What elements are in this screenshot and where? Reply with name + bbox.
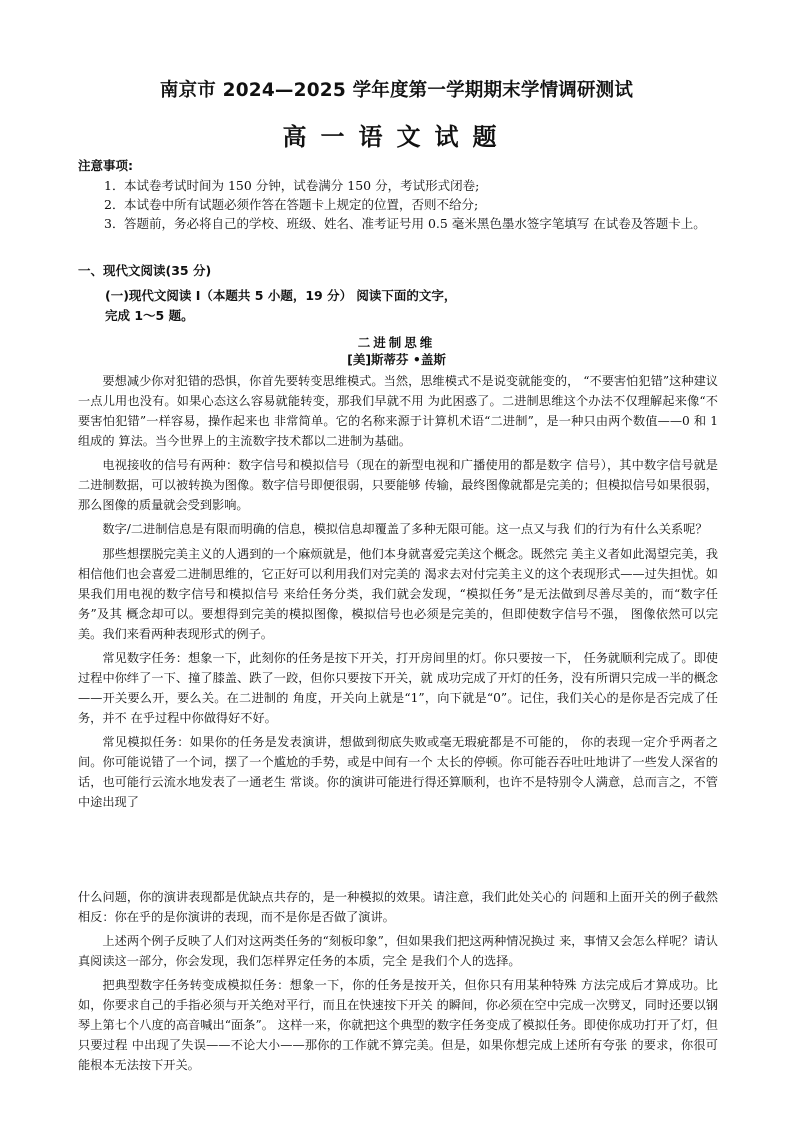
article-paragraph: 什么问题，你的演讲表现都是优缺点共存的，是一种模拟的效果。请注意，我们此处关心的 问题和上面开关的例子截然相反：你在乎的是你演讲的表现，而不是你是否做了演讲。 [78, 890, 718, 924]
notice-item-text: 本试卷中所有试题必须作答在答题卡上规定的位置，否则不给分; [124, 197, 479, 212]
notice-item-text: 本试卷考试时间为 150 分钟，试卷满分 150 分，考试形式闭卷; [124, 178, 480, 193]
notice-item [104, 195, 724, 214]
notice-item-text: 答题前，务必将自己的学校、班级、姓名、准考证号用 0.5 毫米黑色墨水签字笔填写 在试卷及答题卡上。 [124, 216, 706, 231]
exam-title: 南京市 2024—2025 学年度第一学期期末学情调研测试 [159, 80, 634, 101]
subject-title: 高一语文试题 [282, 123, 511, 151]
notice-list [104, 176, 724, 233]
article-body-top [78, 371, 718, 816]
article-title: 二进制思维 [357, 335, 436, 350]
notice-item-number: 2． [104, 197, 125, 212]
article-paragraph: 把典型数字任务转变成模拟任务：想象一下，你的任务是按开关，但你只有用某种特殊 方法完成后才算成功。比如，你要求自己的手指必须与开关绝对平行，而且在快速按下开关 的瞬间，你必须在空中完成一次劈叉，同时还要以钢琴上第七个八度的高音喊出“面条”。 这样一来，你就把这个典型的数字任务变成了模拟任务。即使你成功打开了灯，但只要过程 中出现了失误——不论大小——那你的工作就不算完美。但是，如果你想完成上述所有夸张 的要求，你很可能根本无法按下开关。 [78, 978, 718, 1073]
notice-heading: 注意事项: [78, 158, 133, 173]
notice-item [104, 214, 724, 233]
article-paragraph: 上述两个例子反映了人们对这两类任务的“刻板印象”，但如果我们把这两种情况换过 来，事情又会怎么样呢？请认真阅读这一部分，你会发现，我们怎样界定任务的本质，完全 是我们个人的选择。 [78, 934, 718, 969]
notice-item [104, 176, 724, 195]
article-paragraph: 数字/二进制信息是有限而明确的信息，模拟信息却覆盖了多种无限可能。这一点又与我 们的行为有什么关系呢？ [102, 522, 708, 537]
article-paragraph: 常见数字任务：想象一下，此刻你的任务是按下开关，打开房间里的灯。你只要按一下， 任务就顺利完成了。即使过程中你绊了一下、撞了膝盖、跌了一跤，但你只要按下开关，就 成功完成了开灯的任务，没有所谓只完成一半的概念——开关要么开，要么关。在二进制的 角度，开关向上就是“1”，向下就是“0”。记住，我们关心的是你是否完成了任务，并不 在乎过程中你做得好不好。 [78, 650, 718, 725]
article-body-bottom [78, 887, 718, 1080]
article-paragraph: 要想减少你对犯错的恐惧，你首先要转变思维模式。当然，思维模式不是说变就能变的， “不要害怕犯错”这种建议一点儿用也没有。如果心态这么容易就能转变，那我们早就不用 为此困惑了。二进制思维这个办法不仅理解起来像“不要害怕犯错”一样容易，操作起来也 非常简单。它的名称来源于计算机术语“二进制”，是一种只由两个数值——0 和 1 组成的 算法。当今世界上的主流数字技术都以二进制为基础。 [78, 374, 718, 448]
article-author: [美]斯蒂芬 •盖斯 [347, 352, 446, 367]
notice-item-number: 3． [104, 216, 125, 231]
reading-instructions: (一)现代文阅读 Ⅰ（本题共 5 小题，19 分） 阅读下面的文字，完成 1～5 题。 [105, 288, 457, 323]
article-paragraph: 那些想摆脱完美主义的人遇到的一个麻烦就是，他们本身就喜爱完美这个概念。既然完 美主义者如此渴望完美，我相信他们也会喜爱二进制思维的，它正好可以利用我们对完美的 渴求去对付完美主义的这个表现形式——过失担忧。如果我们用电视的数字信号和模拟信号 来给任务分类，我们就会发现，“模拟任务”是无法做到尽善尽美的，而“数字任务”及其 概念却可以。要想得到完美的模拟图像，模拟信号也必须是完美的，但即使数字信号不强， 图像依然可以完美。我们来看两种表现形式的例子。 [78, 546, 718, 641]
article-paragraph: 常见模拟任务：如果你的任务是发表演讲，想做到彻底失败或毫无瑕疵都是不可能的， 你的表现一定介乎两者之间。你可能说错了一个词，摆了一个尴尬的手势，或是中间有一个 太长的停顿。你可能吞吞吐吐地讲了一些发人深省的话，也可能行云流水地发表了一通老生 常谈。你的演讲可能进行得还算顺利，也许不是特别令人满意，总而言之，不管中途出现了 [78, 734, 718, 809]
article-paragraph: 电视接收的信号有两种：数字信号和模拟信号（现在的新型电视和广播使用的都是数字 信号），其中数字信号就是二进制数据，可以被转换为图像。数字信号即便很弱，只要能够 传输，最终图像就都是完美的；但模拟信号如果很弱，那么图像的质量就会受到影响。 [78, 458, 718, 513]
section-heading: 一、现代文阅读(35 分) [78, 263, 212, 278]
notice-item-number: 1． [104, 178, 125, 193]
